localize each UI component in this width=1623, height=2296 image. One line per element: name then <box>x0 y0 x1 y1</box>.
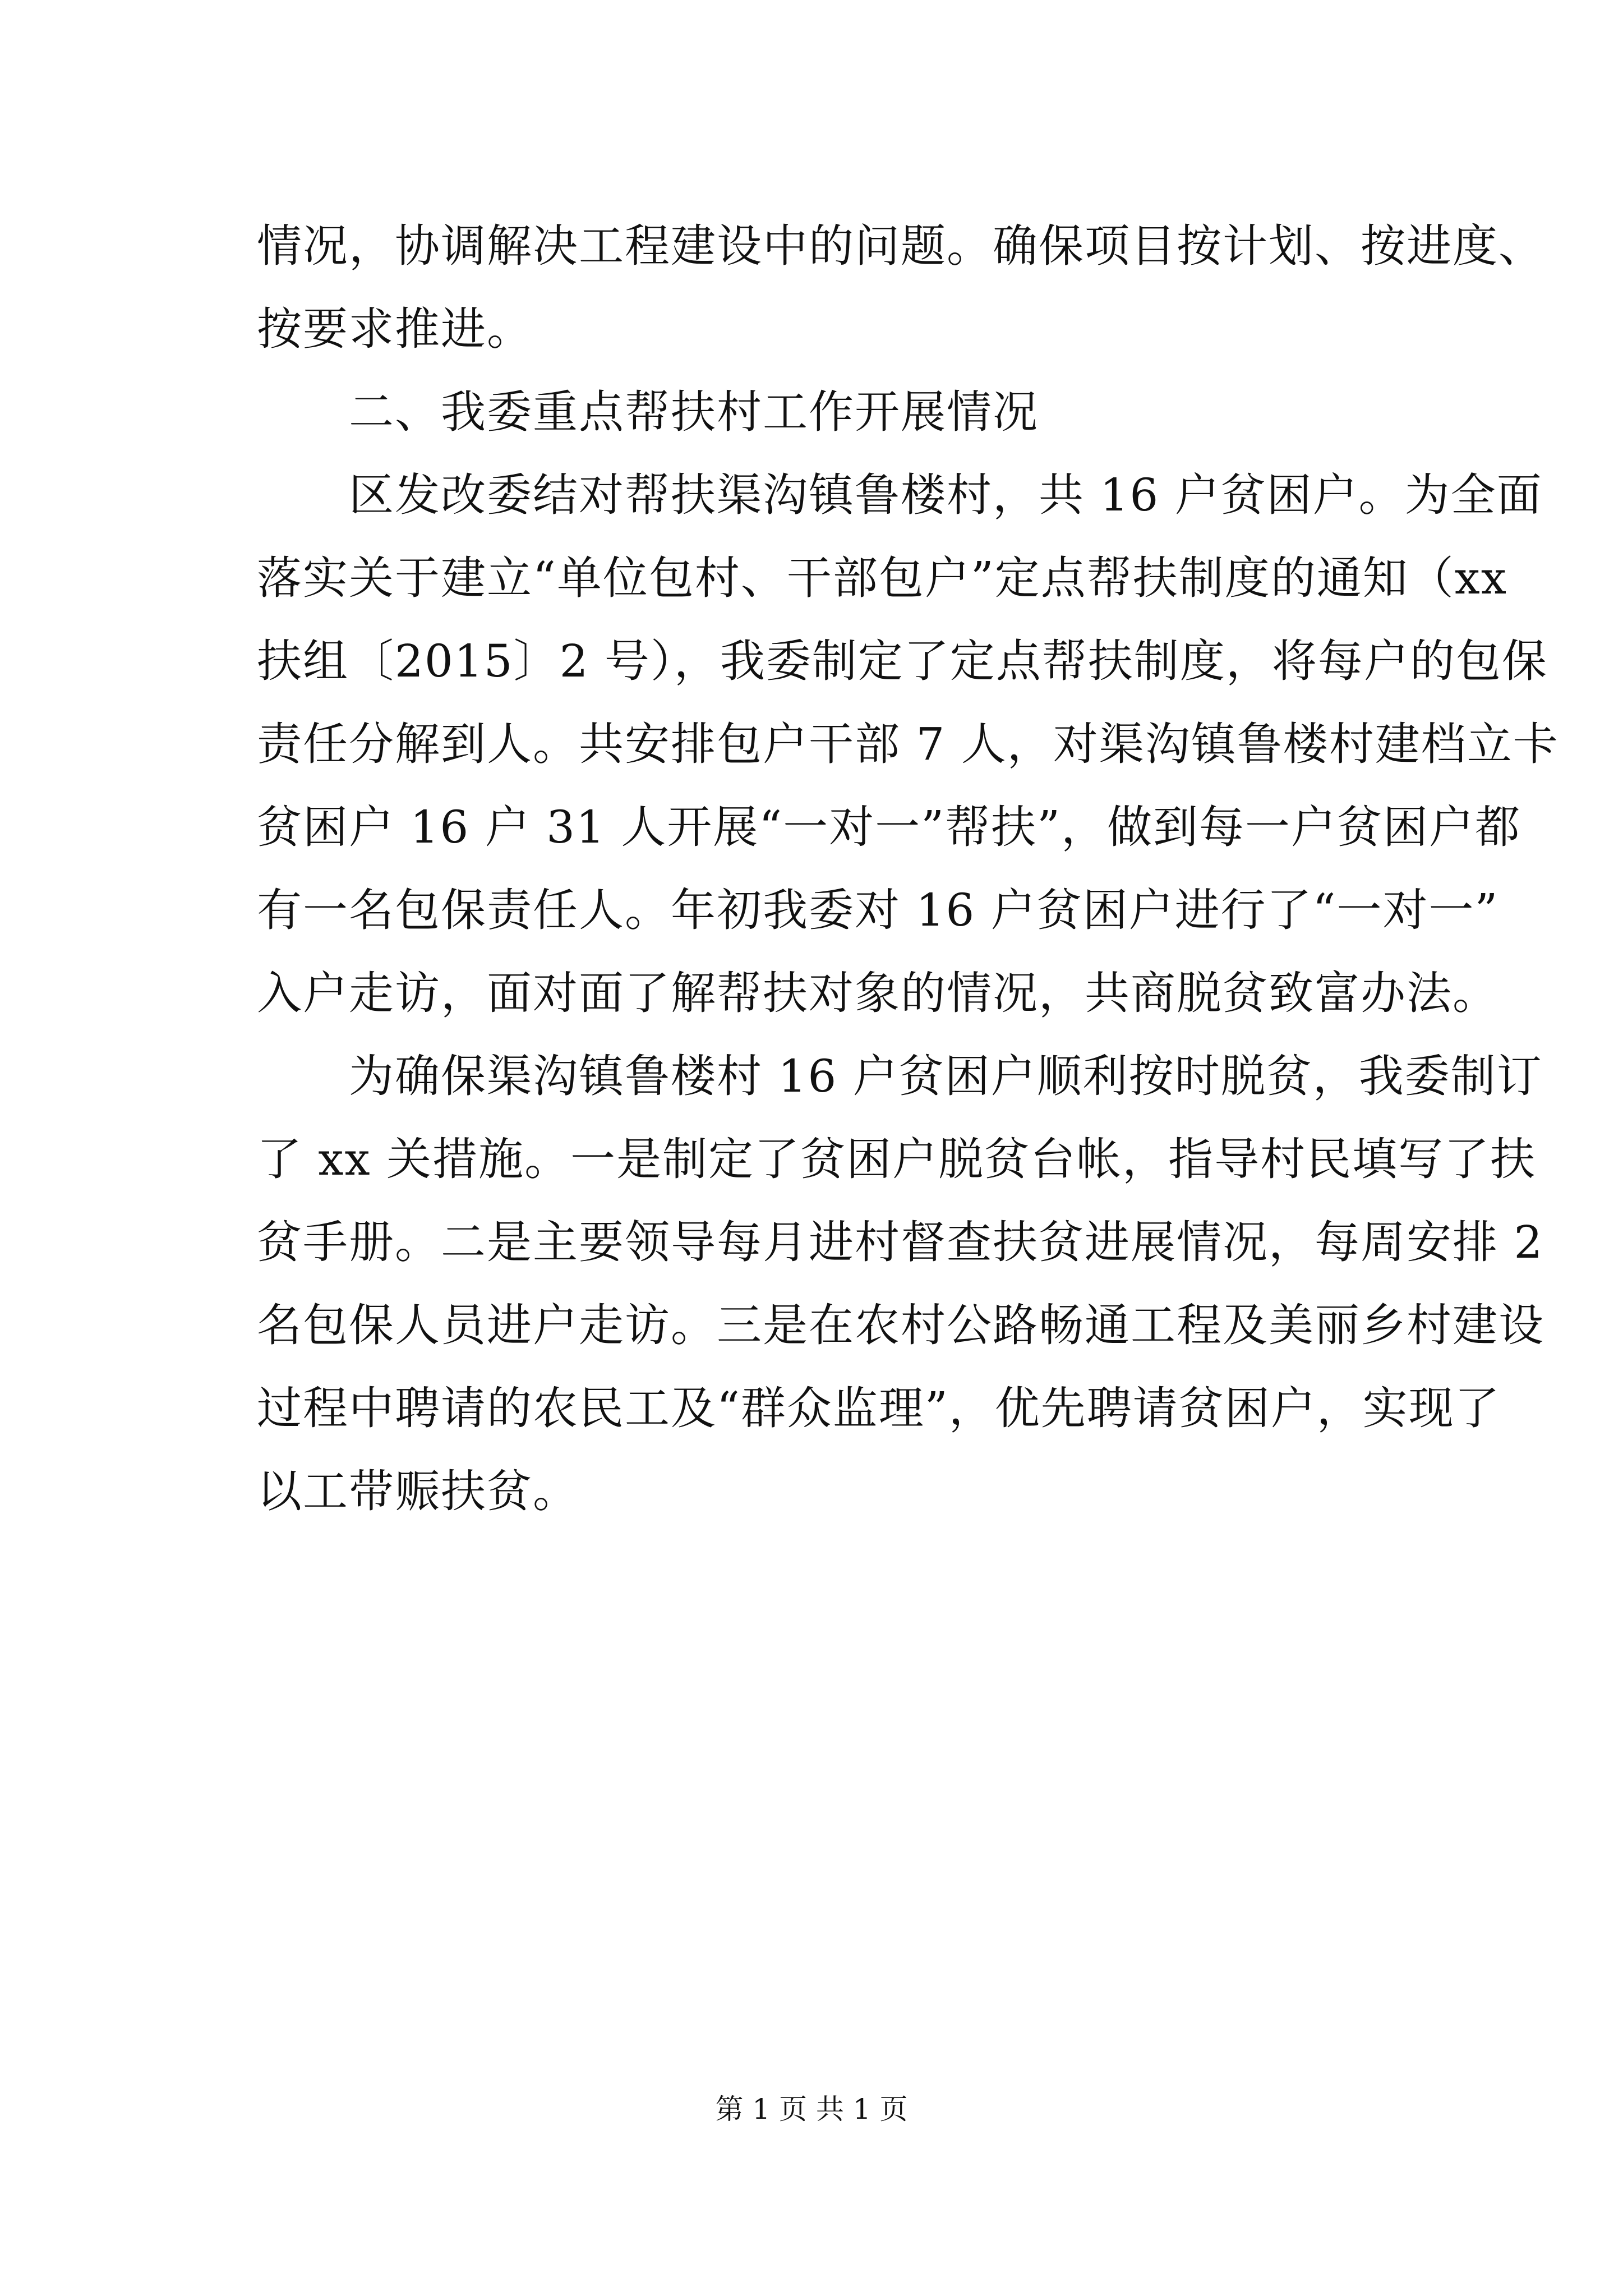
text-line: 情况，协调解决工程建设中的问题。确保项目按计划、按进度、 <box>257 220 1544 272</box>
text-line: 为确保渠沟镇鲁楼村 16 户贫困户顺利按时脱贫，我委制订 <box>349 1050 1543 1102</box>
text-line: 入户走访，面对面了解帮扶对象的情况，共商脱贫致富办法。 <box>257 967 1498 1019</box>
text-line: 按要求推进。 <box>257 303 533 355</box>
text-line: 了 xx 关措施。一是制定了贫困户脱贫台帐，指导村民填写了扶 <box>257 1133 1537 1185</box>
text-line: 过程中聘请的农民工及“群众监理”，优先聘请贫困户，实现了 <box>257 1382 1501 1434</box>
text-line: 有一名包保责任人。年初我委对 16 户贫困户进行了“一对一” <box>257 884 1499 936</box>
text-line: 责任分解到人。共安排包户干部 7 人，对渠沟镇鲁楼村建档立卡 <box>257 718 1559 770</box>
section-heading: 二、我委重点帮扶村工作开展情况 <box>349 386 1039 438</box>
text-line: 贫手册。二是主要领导每月进村督查扶贫进展情况，每周安排 2 <box>257 1216 1544 1268</box>
text-line: 落实关于建立“单位包村、干部包户”定点帮扶制度的通知（xx <box>257 552 1508 604</box>
document-body <box>257 205 1559 1533</box>
text-line: 区发改委结对帮扶渠沟镇鲁楼村，共 16 户贫困户。为全面 <box>349 469 1543 521</box>
text-line: 以工带赈扶贫。 <box>257 1465 579 1517</box>
text-line: 名包保人员进户走访。三是在农村公路畅通工程及美丽乡村建设 <box>257 1299 1544 1351</box>
text-line: 扶组〔2015〕2 号），我委制定了定点帮扶制度，将每户的包保 <box>257 635 1548 687</box>
text-line: 贫困户 16 户 31 人开展“一对一”帮扶”，做到每一户贫困户都 <box>257 801 1521 853</box>
page-number: 第 1 页 共 1 页 <box>715 2093 908 2125</box>
page-footer <box>0 2090 1623 2129</box>
